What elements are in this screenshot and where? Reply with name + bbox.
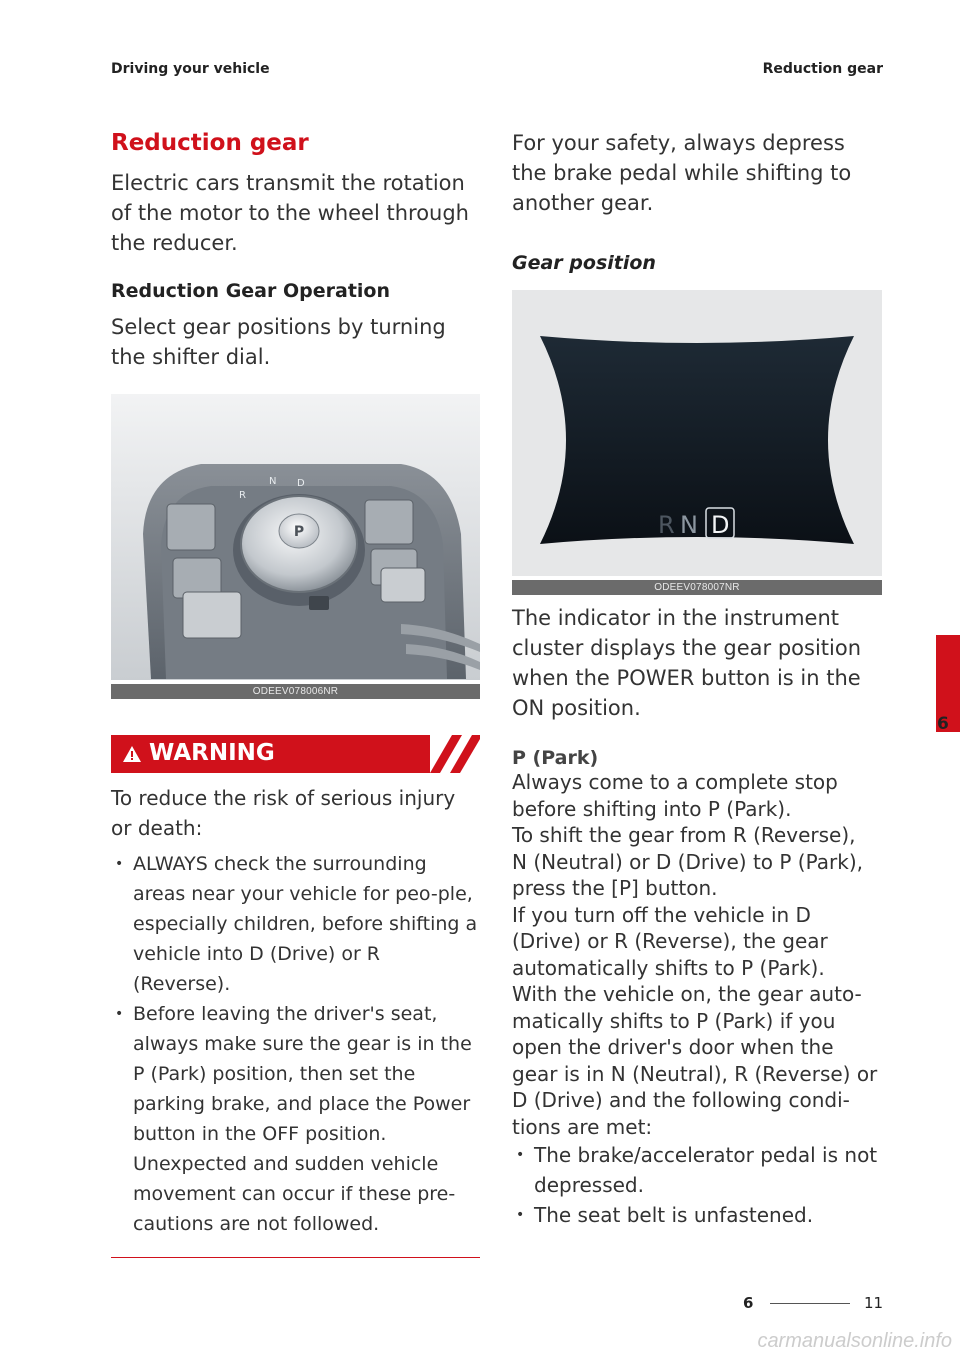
- park-condition-item: • The seat belt is unfastened.: [512, 1200, 882, 1230]
- park-button-label: P: [293, 524, 305, 540]
- gear-r: R: [658, 511, 675, 539]
- park-line: With the vehicle on, the gear auto-: [512, 982, 862, 1006]
- warning-item: • Before leaving the driver's seat, always make sure the gear is in the P (Park) position, then set the parking brake, and place the Power button in the OFF position. Unexpected and sudden vehicle movement can occur if these pre-cautions are not followed.: [111, 999, 480, 1239]
- park-line: matically shifts to P (Park) if you: [512, 1008, 836, 1033]
- park-line: If you turn off the vehicle in D: [512, 902, 811, 927]
- figure-1-caption: ODEEV078006NR: [111, 684, 480, 699]
- shifter-dial-illustration: [111, 394, 480, 680]
- operation-subhead: Reduction Gear Operation: [111, 280, 390, 302]
- park-paragraph: [512, 769, 882, 1140]
- safety-paragraph: For your safety, always depress the brake pedal while shifting to another gear.: [512, 131, 852, 215]
- shifter-dial-figure: [111, 394, 480, 699]
- park-line: gear is in N (Neutral), R (Reverse) or: [512, 1061, 878, 1086]
- footer-chapter-number: 6: [743, 1294, 754, 1312]
- gear-indicator-figure: [512, 290, 882, 595]
- park-line: N (Neutral) or D (Drive) to P (Park),: [512, 849, 863, 874]
- warning-lead: To reduce the risk of serious injury or death:: [111, 786, 456, 840]
- park-condition-item: • The brake/accelerator pedal is not depressed.: [512, 1140, 882, 1200]
- page-title: Reduction gear: [111, 130, 309, 156]
- figure-2-caption: ODEEV078007NR: [512, 580, 882, 595]
- warning-stripes-decoration: [430, 735, 480, 773]
- dial-label-r: R: [239, 490, 246, 501]
- park-line: before shifting into P (Park).: [512, 796, 792, 821]
- chapter-tab-number: 6: [937, 714, 949, 734]
- footer-page-number: 11: [864, 1294, 884, 1312]
- park-line: Always come to a complete stop: [512, 770, 838, 794]
- warning-triangle-icon: [123, 746, 141, 762]
- dial-label-d: D: [297, 478, 305, 489]
- park-line: open the driver's door when the: [512, 1035, 834, 1059]
- instrument-cluster-illustration: [512, 290, 882, 576]
- running-header-section: Reduction gear: [762, 61, 883, 77]
- park-line: press the [P] button.: [512, 876, 718, 900]
- running-header-chapter: Driving your vehicle: [111, 61, 270, 77]
- right-column: [512, 128, 882, 1230]
- park-line: To shift the gear from R (Reverse),: [512, 823, 856, 847]
- park-heading: P (Park): [512, 747, 599, 769]
- dial-label-n: N: [269, 476, 277, 487]
- warning-list: [111, 849, 480, 1239]
- left-column: [111, 130, 480, 1258]
- operation-paragraph: Select gear positions by turning the shifter dial.: [111, 315, 446, 369]
- footer-divider: [770, 1303, 850, 1304]
- warning-bottom-rule: [111, 1257, 480, 1258]
- gear-n: N: [680, 511, 698, 539]
- park-line: D (Drive) and the following condi-: [512, 1088, 850, 1112]
- watermark-text: carmanualsonline.info: [757, 1330, 952, 1352]
- park-line: automatically shifts to P (Park).: [512, 955, 825, 980]
- park-line: (Drive) or R (Reverse), the gear: [512, 929, 828, 953]
- park-conditions-list: [512, 1140, 882, 1230]
- park-line: tions are met:: [512, 1114, 653, 1139]
- gear-d-selected: D: [711, 511, 730, 539]
- indicator-paragraph: The indicator in the instrument cluster displays the gear position when the POWER button is in the ON position.: [512, 606, 862, 720]
- warning-item: • ALWAYS check the surrounding areas near your vehicle for peo-ple, especially children, before shifting a vehicle into D (Drive) or R (Reverse).: [111, 849, 480, 999]
- intro-paragraph: Electric cars transmit the rotation of the motor to the wheel through the reducer.: [111, 171, 469, 255]
- warning-title: WARNING: [149, 740, 275, 766]
- gear-position-heading: Gear position: [512, 252, 656, 274]
- warning-banner: [111, 735, 480, 773]
